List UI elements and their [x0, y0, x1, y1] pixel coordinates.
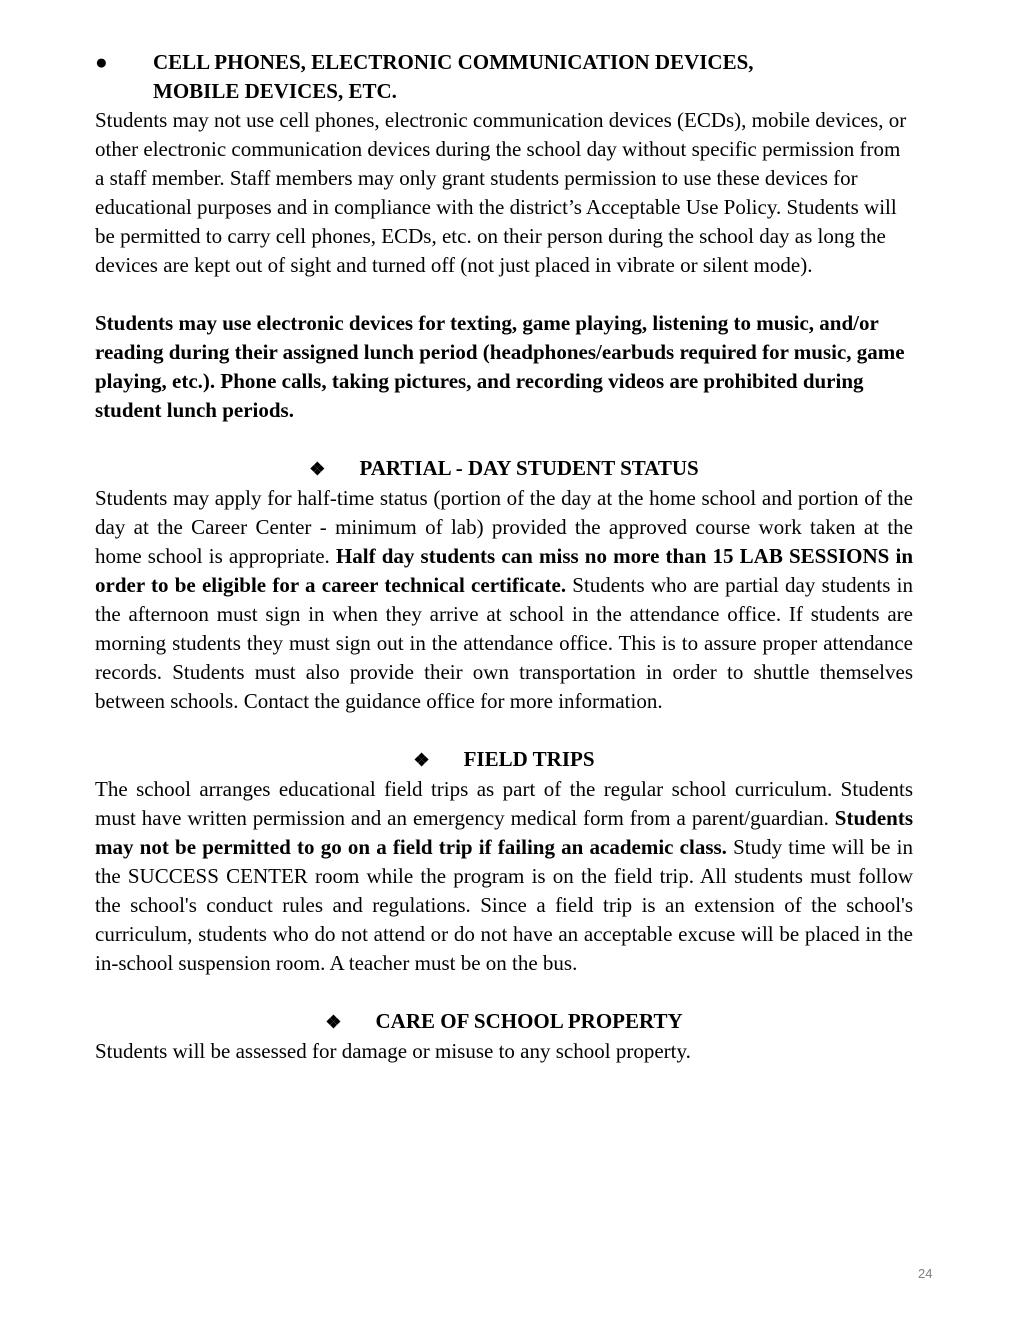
cell-phones-paragraph: Students may not use cell phones, electronic communication devices (ECDs), mobile devices, or other electronic communication devices during the school day without specific permission from a staff member. Staff members may only grant students permission to use these devices for educational purposes and in compliance with the district’s Acceptable Use Policy. Students will be permitted to carry cell phones, ECDs, etc. on their person during the school day as long the devices are kept out of sight and turned off (not just placed in vibrate or silent mode). [95, 108, 907, 277]
school-property-title: CARE OF SCHOOL PROPERTY [375, 1009, 683, 1033]
document-page [95, 48, 913, 1066]
lunch-period-paragraph: Students may use electronic devices for texting, game playing, listening to music, and/or reading during their assigned lunch period (headphones/earbuds required for music, game playing, etc.). Phone calls, taking pictures, and recording videos are prohibited during student lunch periods. [95, 311, 905, 422]
school-property-paragraph: Students will be assessed for damage or misuse to any school property. [95, 1039, 691, 1063]
diamond-bullet-icon: ❖ [309, 459, 326, 479]
partial-day-paragraph: Students may apply for half-time status (portion of the day at the home school and portion of the day at the Career Center - minimum of lab) provided the approved course work taken at the home school is appropriate. Half day students can miss no more than 15 LAB SESSIONS in order to be eligible for a career technical certificate. Students who are partial day students in the afternoon must sign in when they arrive at school in the attendance office. If students are morning students they must sign out in the attendance office. This is to assure proper attendance records. Students must also provide their own transportation in order to shuttle themselves between schools. Contact the guidance office for more information. [95, 486, 914, 713]
school-property-heading [95, 1007, 913, 1037]
cell-phones-heading [95, 48, 913, 106]
field-trips-heading [95, 745, 913, 775]
field-trips-paragraph: The school arranges educational field trips as part of the regular school curriculum. Students must have written permission and an emergency medical form from a parent/guardian. Students may not be permitted to go on a field trip if failing an academic class. Study time will be in the SUCCESS CENTER room while the program is on the field trip. All students must follow the school's conduct rules and regulations. Since a field trip is an extension of the school's curriculum, students who do not attend or do not have an acceptable excuse will be placed in the in-school suspension room. A teacher must be on the bus. [95, 777, 913, 975]
partial-day-heading [95, 454, 913, 484]
page-number: 24 [918, 1266, 933, 1281]
partial-day-title: PARTIAL - DAY STUDENT STATUS [359, 456, 699, 480]
bullet-icon: ● [95, 50, 108, 74]
cell-phones-title-line2: MOBILE DEVICES, ETC. [153, 79, 397, 103]
diamond-bullet-icon: ❖ [325, 1012, 342, 1032]
field-trips-title: FIELD TRIPS [463, 747, 595, 771]
partial-day-bold-text: Half day students can miss no more than 15 LAB SESSIONS in order to be eligible for a career technical certificate. [95, 544, 914, 597]
diamond-bullet-icon: ❖ [413, 750, 430, 770]
field-trips-bold-text: Students may not be permitted to go on a field trip if failing an academic class. [95, 806, 913, 859]
cell-phones-title-line1: CELL PHONES, ELECTRONIC COMMUNICATION DEVICES, [153, 50, 754, 74]
